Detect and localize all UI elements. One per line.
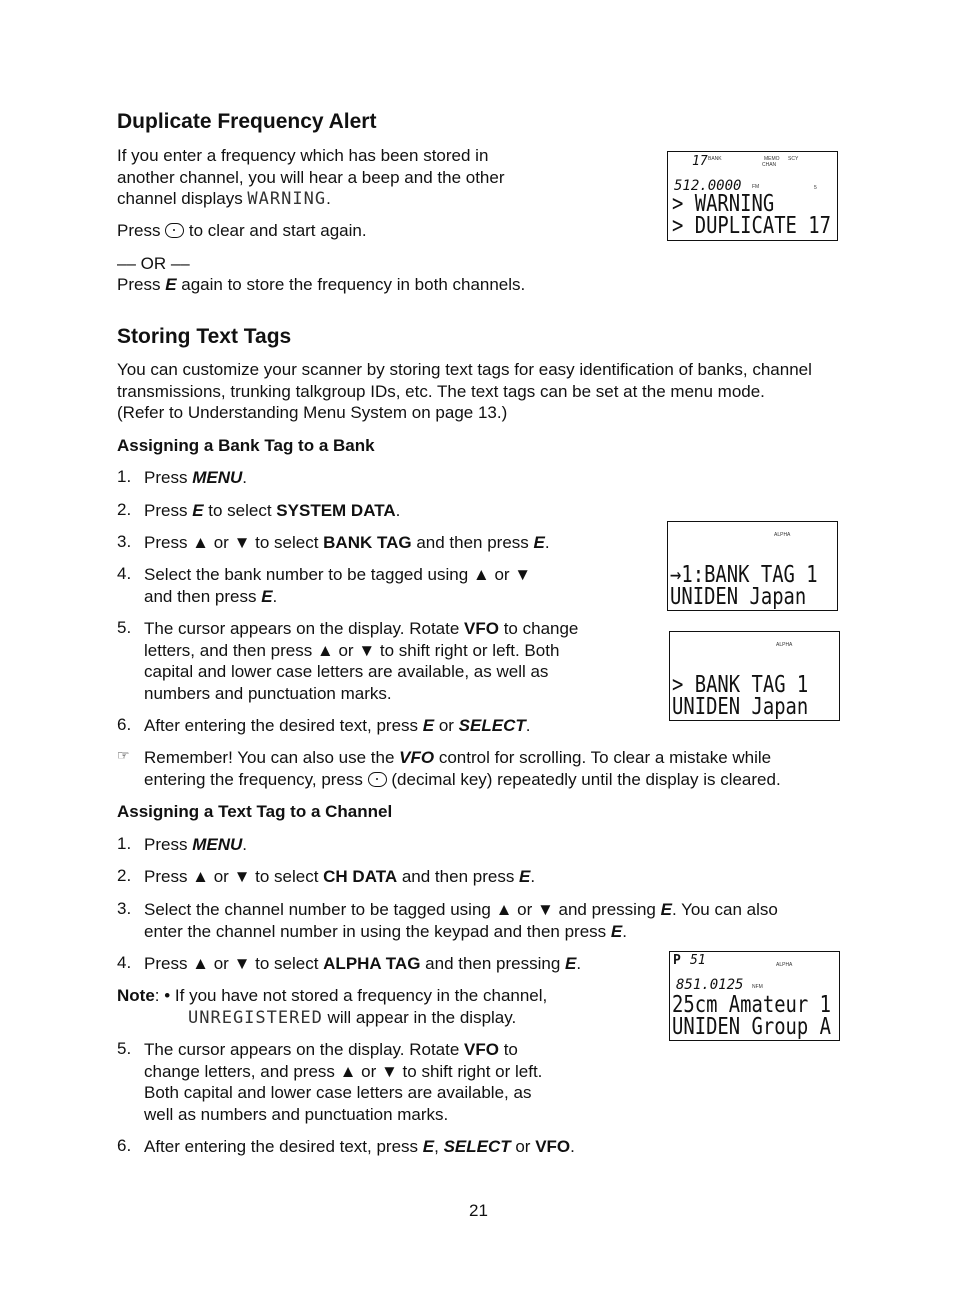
note-label: Note [117, 986, 155, 1005]
lcd-indicator-memo: MEMO [764, 156, 780, 162]
page-number: 21 [469, 1201, 488, 1220]
menu-item-system-data: SYSTEM DATA [276, 501, 396, 520]
dup-line-1: If you enter a frequency which has been stored in [117, 146, 489, 165]
step-text: well as numbers and punctuation marks. [144, 1104, 449, 1124]
period: . [544, 533, 550, 552]
lcd-display-alpha-tag [669, 951, 840, 1041]
lcd-signal: 5 [814, 185, 817, 191]
period: . [242, 468, 247, 487]
lcd-modulation: FM [752, 184, 760, 190]
step-number: 2. [117, 500, 132, 519]
period: . [570, 1137, 575, 1156]
step-number: 6. [117, 1136, 132, 1155]
lcd-line-2: > DUPLICATE 17 [672, 213, 831, 239]
lcd-line-1: →1:BANK TAG 1 [670, 562, 818, 588]
section-heading-storing-text-tags: Storing Text Tags [117, 325, 292, 348]
dup-line-3-text: channel displays [117, 189, 248, 208]
control-vfo: VFO [535, 1137, 571, 1156]
lcd-indicator-bank: BANK [708, 156, 722, 162]
key-e: E [533, 533, 545, 552]
step-number: 4. [117, 564, 132, 583]
lcd-frequency: 512.0000 [674, 178, 742, 194]
lcd-line-2: UNIDEN Group A [672, 1014, 831, 1040]
step-text: Press ▲ or ▼ to select [144, 867, 324, 886]
decimal-key-icon [368, 772, 387, 787]
step-text: enter the channel number in using the keypad and then press [144, 921, 611, 941]
key-e: E [565, 954, 577, 973]
period: . [272, 586, 278, 606]
key-e: E [165, 275, 177, 294]
period: . [395, 501, 401, 520]
press-e-rest: again to store the frequency in both channels. [176, 275, 526, 294]
lcd-text-unregistered: UNREGISTERED [188, 1007, 323, 1028]
step-number: 2. [117, 866, 132, 885]
step-text: change letters, and press ▲ or ▼ to shift right or left. [144, 1061, 543, 1081]
step-text: Press [144, 501, 193, 520]
period: . [576, 954, 582, 973]
step-number: 3. [117, 532, 132, 551]
lcd-display-bank-tag-select [667, 521, 838, 611]
lcd-indicator-scy: SCY [788, 156, 799, 162]
step-number: 3. [117, 899, 132, 918]
press-text: Press [117, 275, 166, 294]
key-menu: MENU [192, 835, 243, 854]
control-vfo: VFO [464, 1040, 499, 1059]
lcd-channel: 51 [690, 953, 706, 968]
menu-item-alpha-tag: ALPHA TAG [323, 954, 421, 973]
intro-line-3: (Refer to Understanding Menu System on page 13.) [117, 403, 508, 422]
step-text: The cursor appears on the display. Rotate [144, 619, 465, 638]
key-e: E [610, 921, 623, 941]
key-menu: MENU [192, 468, 243, 487]
step-text: Press [144, 468, 193, 487]
step-text: and then press [144, 586, 262, 606]
tags-intro [117, 359, 812, 424]
step-text: and then press [411, 533, 534, 552]
step-text: to [498, 1040, 518, 1059]
subheading-bank-tag: Assigning a Bank Tag to a Bank [117, 436, 375, 455]
step-text: numbers and punctuation marks. [144, 683, 392, 703]
lcd-line-2: UNIDEN Japan [670, 584, 807, 610]
dup-press-e-line [117, 274, 525, 296]
note-text: control for scrolling. To clear a mistake while [434, 748, 772, 767]
lcd-indicator-chan: CHAN [762, 162, 777, 168]
menu-item-ch-data: CH DATA [323, 867, 398, 886]
lcd-indicator-alpha: ALPHA [776, 962, 793, 968]
step-number: 5. [117, 1039, 132, 1058]
pointing-hand-icon: ☞ [117, 747, 130, 763]
step-text: , [434, 1137, 444, 1156]
note-text: will appear in the display. [322, 1007, 517, 1027]
lcd-indicator-alpha: ALPHA [776, 642, 793, 648]
step-number: 6. [117, 715, 132, 734]
decimal-key-icon [165, 223, 184, 238]
key-e: E [192, 501, 204, 520]
press-rest-text: to clear and start again. [184, 221, 367, 240]
section-heading-duplicate: Duplicate Frequency Alert [117, 110, 377, 133]
control-vfo: VFO [399, 748, 435, 767]
lcd-line-2: UNIDEN Japan [672, 694, 809, 720]
step-text: . You can also [671, 900, 778, 919]
key-e: E [261, 586, 273, 606]
lcd-frequency: 851.0125 [676, 977, 744, 993]
lcd-modulation: NFM [752, 984, 763, 990]
key-select: SELECT [443, 1137, 511, 1156]
step-text: and then pressing [420, 954, 566, 973]
intro-line-2: transmissions, trunking talkgroup IDs, etc. The text tags can be set at the menu mode. [117, 381, 765, 401]
step-text: The cursor appears on the display. Rotate [144, 1040, 465, 1059]
dup-paragraph [117, 145, 505, 211]
step-text: Select the channel number to be tagged using ▲ or ▼ and pressing [144, 900, 661, 919]
step-number: 4. [117, 953, 132, 972]
lcd-display-bank-tag-edit [669, 631, 840, 721]
step-number: 1. [117, 467, 132, 486]
lcd-display-duplicate [667, 151, 838, 241]
period: . [525, 716, 531, 735]
key-select: SELECT [458, 716, 526, 735]
control-vfo: VFO [464, 619, 499, 638]
step-text: Select the bank number to be tagged using ▲ or ▼ [144, 565, 532, 584]
key-e: E [422, 716, 435, 735]
step-text: Press ▲ or ▼ to select [144, 954, 324, 973]
period: . [326, 189, 331, 208]
step-text: After entering the desired text, press [144, 716, 423, 735]
note-text: entering the frequency, press [144, 769, 368, 789]
step-text: or [510, 1137, 536, 1156]
step-text: capital and lower case letters are available, as well as [144, 662, 549, 681]
lcd-line-1: > BANK TAG 1 [672, 672, 809, 698]
step-text: to change [498, 619, 579, 638]
dup-press-line [117, 220, 367, 242]
step-text: and then press [397, 867, 520, 886]
note-unregistered [117, 985, 547, 1029]
key-e: E [519, 867, 531, 886]
lcd-indicator-alpha: ALPHA [774, 532, 791, 538]
step-text: letters, and then press ▲ or ▼ to shift right or left. Both [144, 640, 560, 660]
lcd-line-1: > WARNING [672, 191, 775, 217]
dup-line-2: another channel, you will hear a beep and the other [117, 167, 505, 187]
note-text: (decimal key) repeatedly until the display is cleared. [386, 769, 781, 789]
step-number: 1. [117, 834, 132, 853]
period: . [242, 835, 247, 854]
period: . [530, 867, 536, 886]
step-text: Press ▲ or ▼ to select [144, 533, 324, 552]
note-text: Remember! You can also use the [144, 748, 400, 767]
menu-item-bank-tag: BANK TAG [323, 533, 412, 552]
press-text: Press [117, 221, 166, 240]
step-text: or [434, 716, 459, 735]
step-text: After entering the desired text, press [144, 1137, 423, 1156]
lcd-priority: P [673, 953, 681, 968]
period: . [622, 921, 627, 941]
key-e: E [660, 900, 672, 919]
step-number: 5. [117, 618, 132, 637]
lcd-line-1: 25cm Amateur 1 [672, 992, 831, 1018]
step-text: to select [203, 501, 277, 520]
step-text: Press [144, 835, 193, 854]
key-e: E [422, 1137, 435, 1156]
or-separator: –– OR –– [117, 254, 190, 273]
intro-line-1: You can customize your scanner by storing text tags for easy identification of banks, channel [117, 360, 812, 379]
lcd-channel: 17 [692, 154, 708, 169]
subheading-channel-tag: Assigning a Text Tag to a Channel [117, 802, 393, 821]
step-text: Both capital and lower case letters are available, as [144, 1083, 532, 1102]
note-text: : • If you have not stored a frequency in the channel, [154, 986, 548, 1005]
dup-line-3 [117, 188, 505, 211]
lcd-text-warning: WARNING [247, 189, 327, 209]
